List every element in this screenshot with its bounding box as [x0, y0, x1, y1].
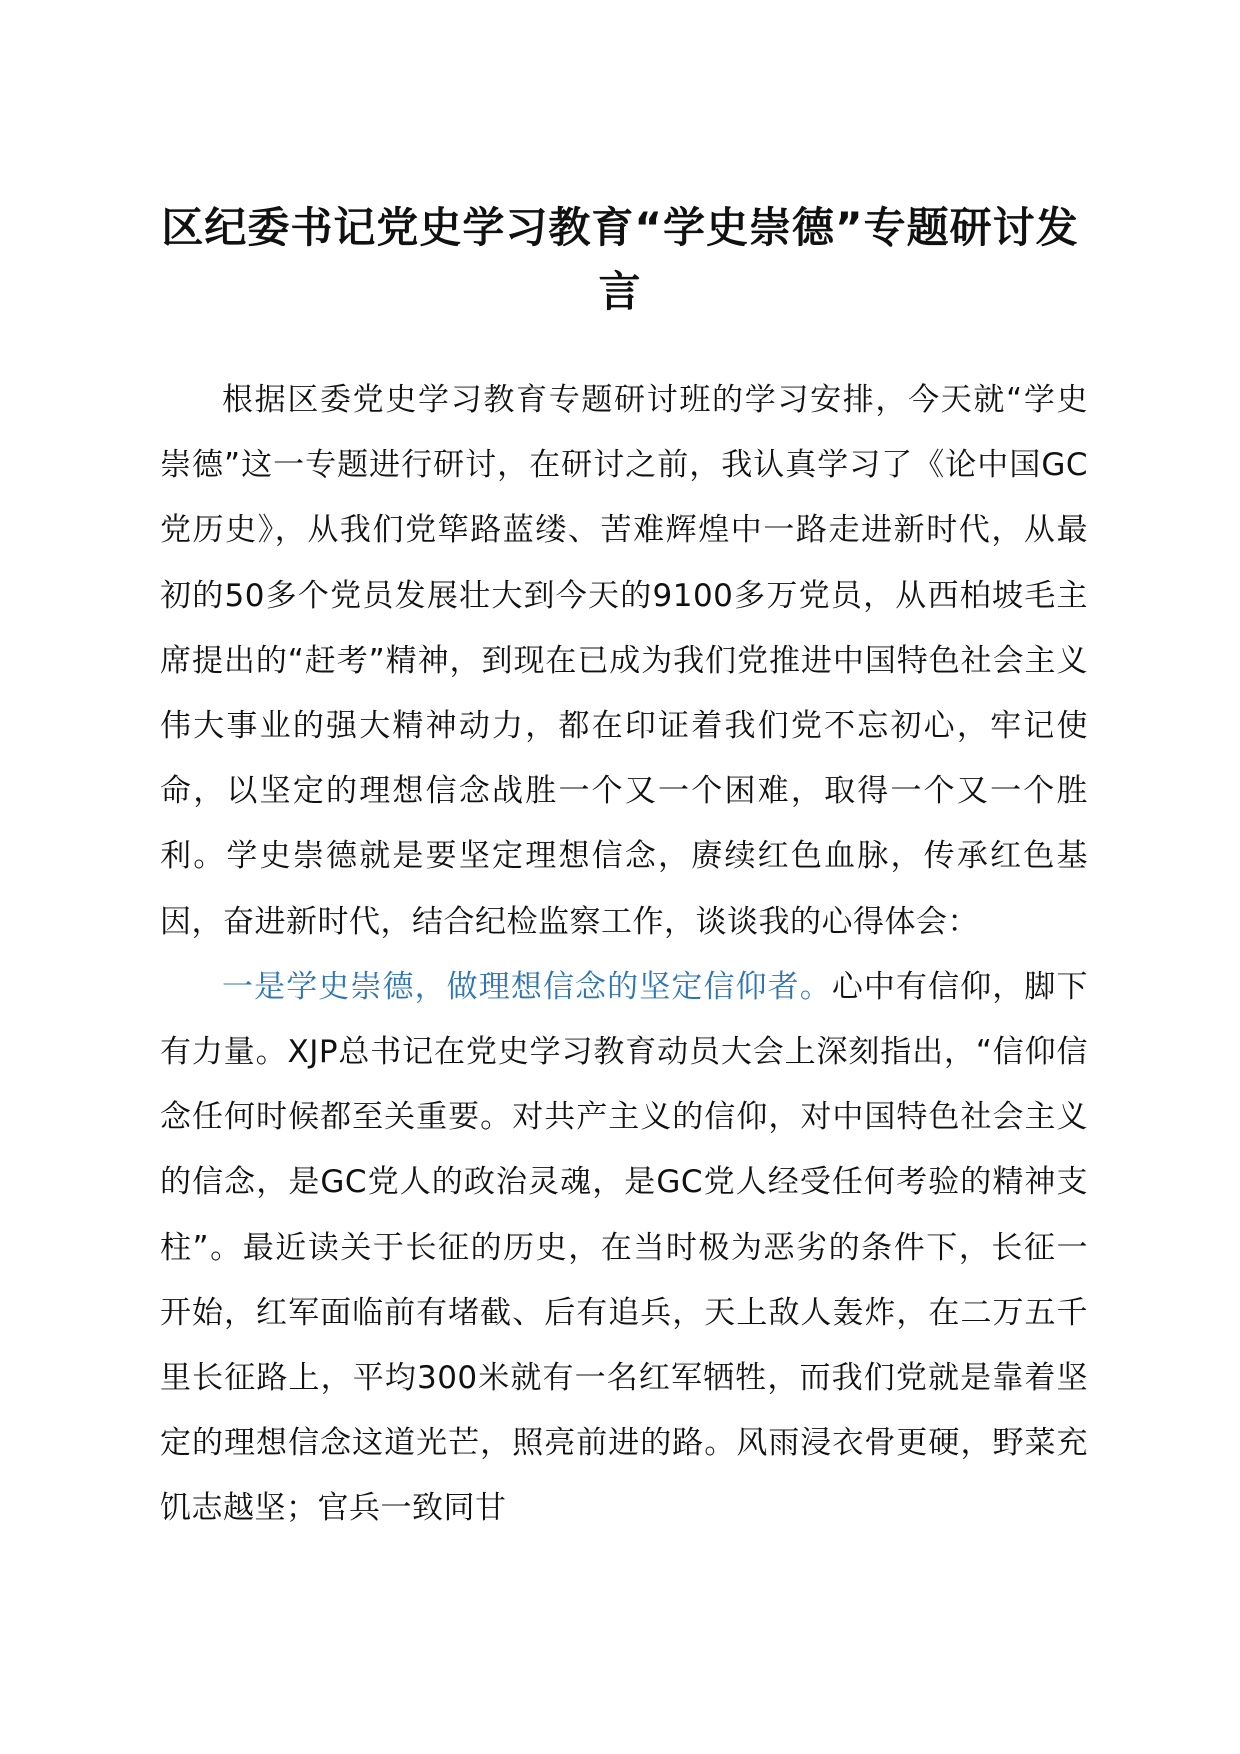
paragraph-intro-text: 根据区委党史学习教育专题研讨班的学习安排，今天就“学史崇德”这一专题进行研讨，在研讨之前，我认真学习了《论中国GC党历史》，从我们党筚路蓝缕、苦难辉煌中一路走进新时代，从最初的50多个党员发展壮大到今天的9100多万党员，从西柏坡毛主席提出的“赶考”精神，到现在已成为我们党推进中国特色社会主义伟大事业的强大精神动力，都在印证着我们党不忘初心，牢记使命，以坚定的理想信念战胜一个又一个困难，取得一个又一个胜利。学史崇德就是要坚定理想信念，赓续红色血脉，传承红色基因，奋进新时代，结合纪检监察工作，谈谈我的心得体会：	[160, 382, 1088, 940]
paragraph-point-one	[160, 955, 1088, 1542]
paragraph-intro	[160, 368, 1088, 955]
point-one-heading: 一是学史崇德，做理想信念的坚定信仰者。	[222, 968, 832, 1005]
document-title: 区纪委书记党史学习教育“学史崇德”专题研讨发言	[161, 203, 1079, 316]
document-body	[160, 368, 1088, 1542]
point-one-text: 心中有信仰，脚下有力量。XJP总书记在党史学习教育动员大会上深刻指出，“信仰信念任何时候都至关重要。对共产主义的信仰，对中国特色社会主义的信念，是GC党人的政治灵魂，是GC党人经受任何考验的精神支柱”。最近读关于长征的历史，在当时极为恶劣的条件下，长征一开始，红军面临前有堵截、后有追兵，天上敌人轰炸，在二万五千里长征路上，平均300米就有一名红军牺牲，而我们党就是靠着坚定的理想信念这道光芒，照亮前进的路。风雨浸衣骨更硬，野菜充饥志越坚；官兵一致同甘	[160, 968, 1089, 1527]
